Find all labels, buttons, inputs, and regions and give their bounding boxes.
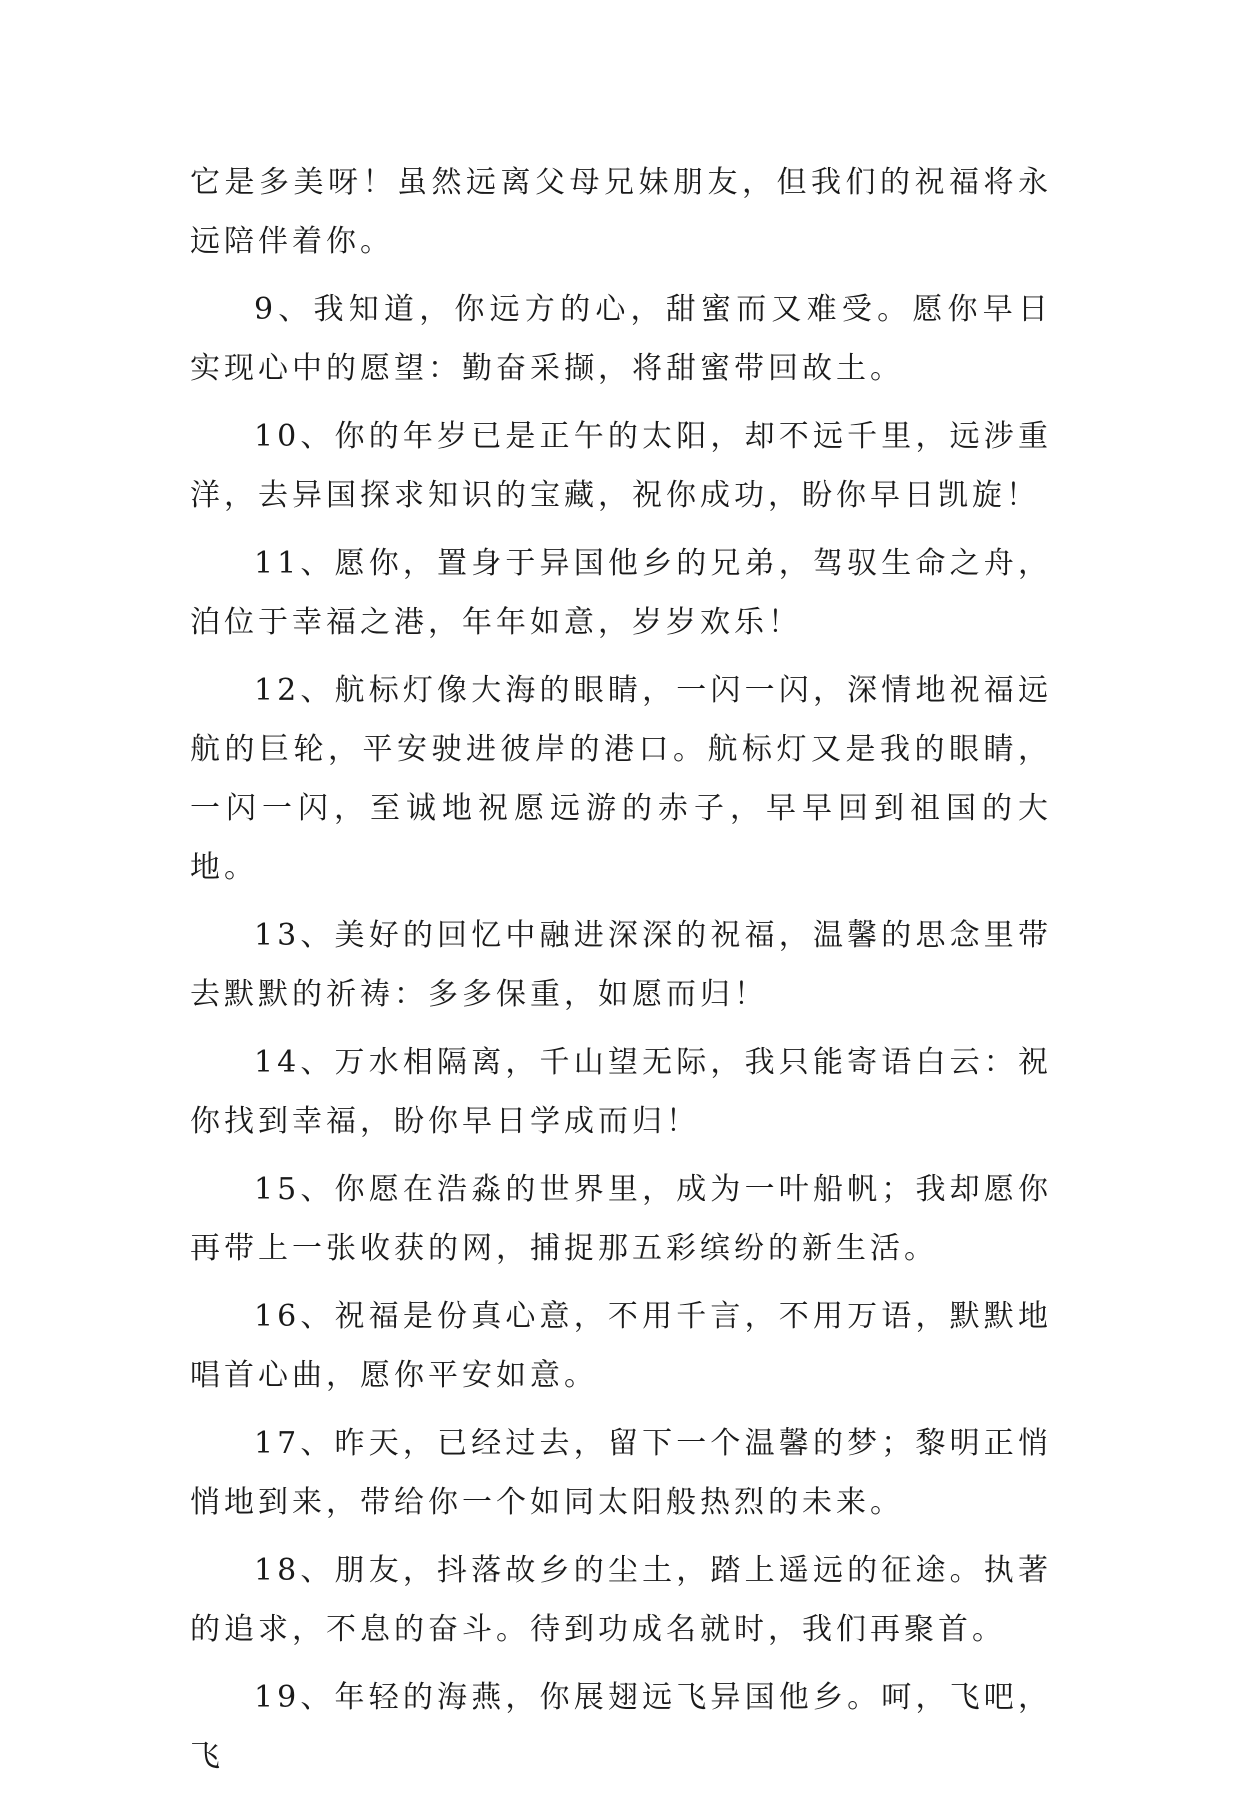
paragraph-continued: 它是多美呀！虽然远离父母兄妹朋友，但我们的祝福将永远陪伴着你。 — [190, 165, 1052, 259]
paragraph-16: 16、祝福是份真心意，不用千言，不用万语，默默地唱首心曲，愿你平安如意。 — [190, 1299, 1052, 1393]
paragraph-17: 17、昨天，已经过去，留下一个温馨的梦；黎明正悄悄地到来，带给你一个如同太阳般热烈的未来。 — [190, 1426, 1052, 1520]
document-body — [190, 153, 1052, 1795]
paragraph-12: 12、航标灯像大海的眼睛，一闪一闪，深情地祝福远航的巨轮，平安驶进彼岸的港口。航标灯又是我的眼睛，一闪一闪，至诚地祝愿远游的赤子，早早回到祖国的大地。 — [190, 673, 1052, 885]
paragraph-11: 11、愿你，置身于异国他乡的兄弟，驾驭生命之舟，泊位于幸福之港，年年如意，岁岁欢乐！ — [190, 546, 1052, 640]
paragraph-18: 18、朋友，抖落故乡的尘土，踏上遥远的征途。执著的追求，不息的奋斗。待到功成名就时，我们再聚首。 — [190, 1553, 1052, 1647]
paragraph-9: 9、我知道，你远方的心，甜蜜而又难受。愿你早日实现心中的愿望：勤奋采撷，将甜蜜带回故土。 — [190, 292, 1052, 386]
paragraph-15: 15、你愿在浩淼的世界里，成为一叶船帆；我却愿你再带上一张收获的网，捕捉那五彩缤纷的新生活。 — [190, 1172, 1052, 1266]
paragraph-10: 10、你的年岁已是正午的太阳，却不远千里，远涉重洋，去异国探求知识的宝藏，祝你成功，盼你早日凯旋！ — [190, 419, 1052, 513]
paragraph-14: 14、万水相隔离，千山望无际，我只能寄语白云：祝你找到幸福，盼你早日学成而归！ — [190, 1045, 1052, 1139]
paragraph-19: 19、年轻的海燕，你展翅远飞异国他乡。呵，飞吧，飞 — [190, 1680, 1052, 1774]
paragraph-13: 13、美好的回忆中融进深深的祝福，温馨的思念里带去默默的祈祷：多多保重，如愿而归！ — [190, 918, 1052, 1012]
